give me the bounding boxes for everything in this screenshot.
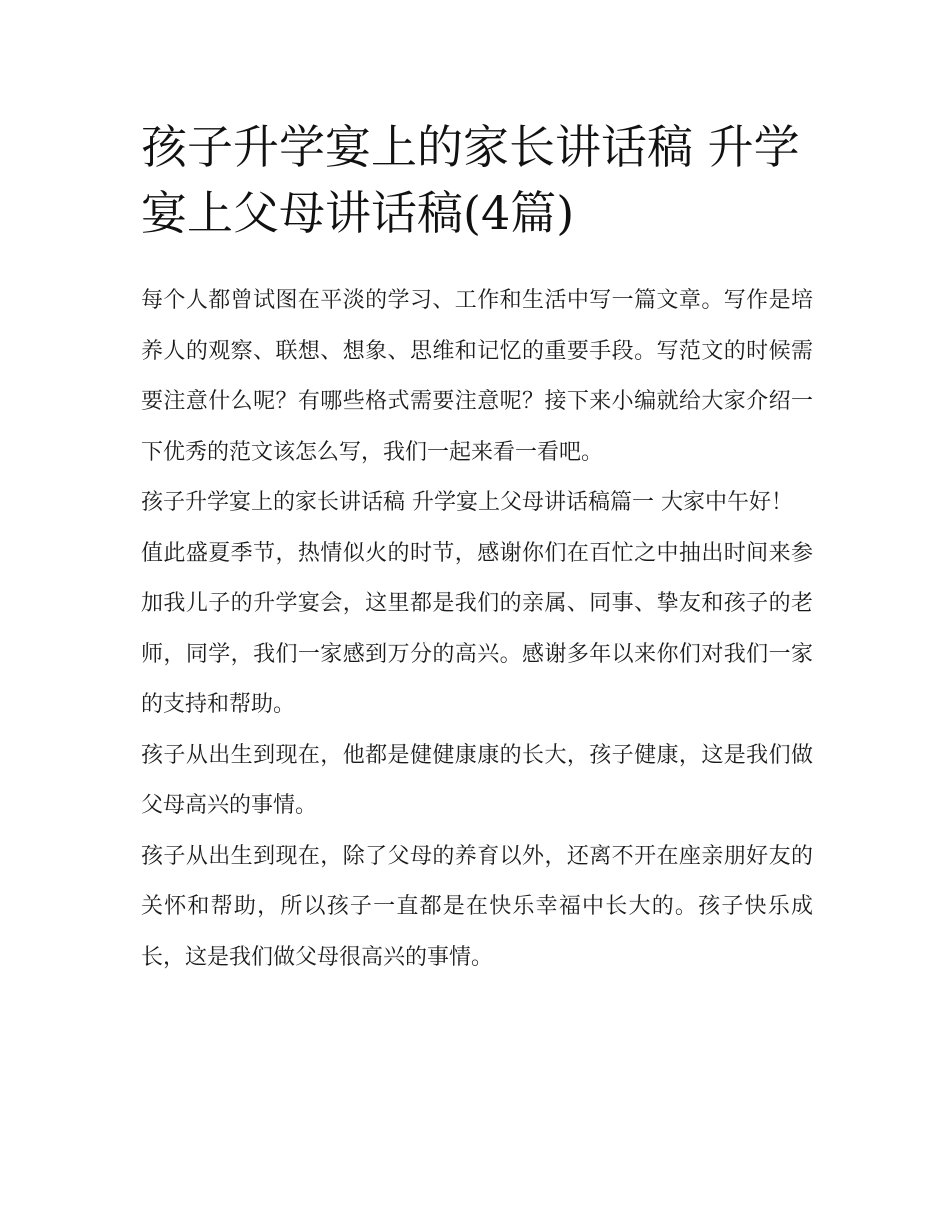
document-title: 孩子升学宴上的家长讲话稿 升学宴上父母讲话稿(4篇) <box>141 120 800 240</box>
paragraph-section-heading: 孩子升学宴上的家长讲话稿 升学宴上父母讲话稿篇一 大家中午好！ <box>141 490 793 515</box>
paragraph-thanks: 值此盛夏季节，热情似火的时节，感谢你们在百忙之中抽出时间来参加我儿子的升学宴会，这里都是我们的亲属、同事、挚友和孩子的老师，同学，我们一家感到万分的高兴。感谢多年以来你们对我们一家的支持和帮助。 <box>141 540 813 717</box>
paragraph-intro: 每个人都曾试图在平淡的学习、工作和生活中写一篇文章。写作是培养人的观察、联想、想象、思维和记忆的重要手段。写范文的时候需要注意什么呢？有哪些格式需要注意呢？接下来小编就给大家介绍一下优秀的范文该怎么写，我们一起来看一看吧。 <box>141 288 813 465</box>
document-body <box>141 276 813 983</box>
paragraph-growth: 孩子从出生到现在，除了父母的养育以外，还离不开在座亲朋好友的关怀和帮助，所以孩子一直都是在快乐幸福中长大的。孩子快乐成长，这是我们做父母很高兴的事情。 <box>141 843 813 970</box>
paragraph-health: 孩子从出生到现在，他都是健健康康的长大，孩子健康，这是我们做父母高兴的事情。 <box>141 742 813 818</box>
